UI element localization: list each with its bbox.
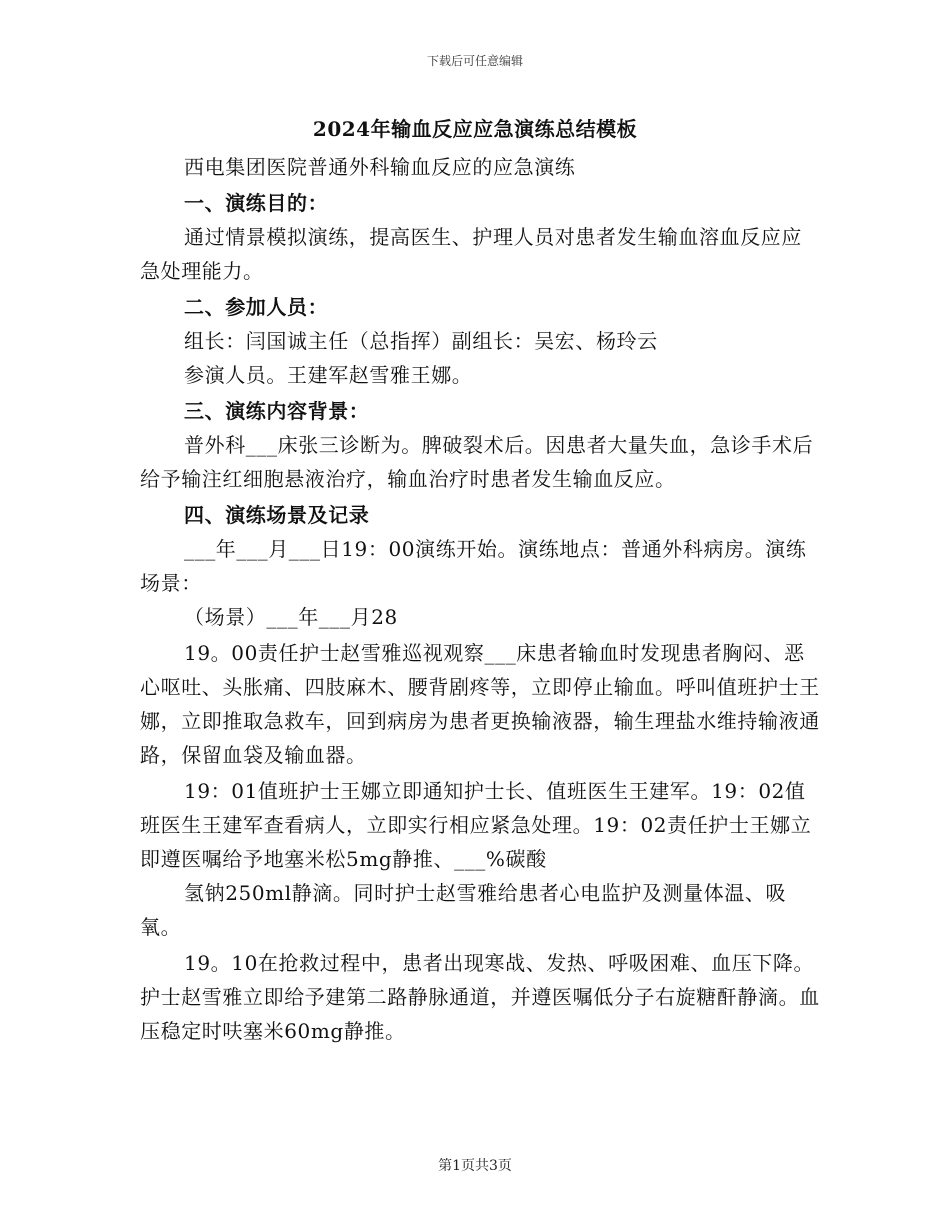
section-heading-participants: 二、参加人员： (184, 295, 329, 319)
document-title: 2024年输血反应应急演练总结模板 (312, 117, 638, 141)
section-heading-scenario: 四、演练场景及记录 (184, 503, 370, 527)
participants-leaders: 组长：闫国诚主任（总指挥）副组长：吴宏、杨玲云 (184, 329, 658, 353)
section-heading-background: 三、演练内容背景： (184, 399, 370, 423)
background-paragraph: 普外科___床张三诊断为。脾破裂术后。因患者大量失血，急诊手术后给予输注红细胞悬液治疗，输血治疗时患者发生输血反应。 (140, 433, 814, 491)
intro-line: 西电集团医院普通外科输血反应的应急演练 (184, 155, 576, 179)
section-heading-purpose: 一、演练目的： (184, 191, 329, 215)
scenario-label: （场景）___年___月28 (184, 605, 398, 629)
scenario-1910: 19。10在抢救过程中，患者出现寒战、发热、呼吸困难、血压下降。护士赵雪雅立即给予建第二路静脉通道，并遵医嘱低分子右旋糖酐静滴。血压稳定时呋塞米60mg静推。 (140, 951, 820, 1043)
scenario-1901-1902: 19：01值班护士王娜立即通知护士长、值班医生王建军。19：02值班医生王建军查看病人，立即实行相应紧急处理。19：02责任护士王娜立即遵医嘱给予地塞米松5mg静推、___%碳酸 (140, 779, 812, 871)
scenario-time-place: ___年___月___日19：00演练开始。演练地点：普通外科病房。演练场景： (140, 537, 807, 595)
page-header: 下载后可任意编辑 (426, 54, 523, 68)
document-body (140, 150, 820, 1048)
participants-members: 参演人员。王建军赵雪雅王娜。 (184, 363, 473, 387)
scenario-1900: 19。00责任护士赵雪雅巡视观察___床患者输血时发现患者胸闷、恶心呕吐、头胀痛、四肢麻木、腰背剧疼等，立即停止输血。呼叫值班护士王娜，立即推取急救车，回到病房为患者更换输液器，输生理盐水维持输液通路，保留血袋及输血器。 (140, 641, 820, 767)
scenario-continuation: 氢钠250ml静滴。同时护士赵雪雅给患者心电监护及测量体温、吸氧。 (140, 881, 787, 939)
purpose-paragraph: 通过情景模拟演练，提高医生、护理人员对患者发生输血溶血反应应急处理能力。 (140, 225, 802, 283)
page-footer: 第1页共3页 (438, 1158, 512, 1174)
